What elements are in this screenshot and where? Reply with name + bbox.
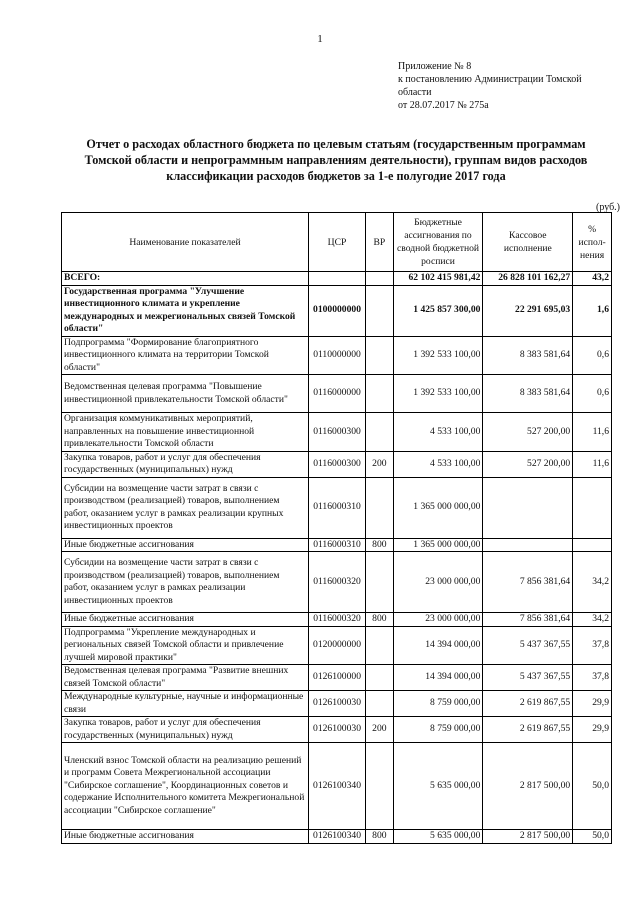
cell-csr: 0116000310 (308, 538, 365, 552)
cell-budget: 1 365 000 000,00 (393, 477, 483, 538)
table-row (62, 285, 612, 336)
cell-name: Государственная программа "Улучшение инвестиционного климата и укрепление международных и межрегиональных связей Томской области" (62, 285, 309, 336)
title-line: Отчет о расходах областного бюджета по целевым статьям (государственным программам (86, 137, 586, 151)
cell-percent: 43,2 (573, 272, 612, 286)
cell-cash: 7 856 381,64 (483, 552, 573, 613)
appendix-line: Приложение № 8 (398, 61, 472, 72)
cell-cash: 5 437 367,55 (483, 626, 573, 665)
appendix-line: к постановлению Администрации Томской (398, 74, 582, 85)
cell-cash: 26 828 101 162,27 (483, 272, 573, 286)
title-line: Томской области и непрограммным направлениям деятельности), группам видов расходов (84, 153, 588, 167)
cell-cash: 527 200,00 (483, 451, 573, 477)
cell-percent (573, 477, 612, 538)
header-cash: Кассовое исполнение (483, 213, 573, 272)
cell-vr: 800 (366, 830, 394, 844)
cell-budget: 5 635 000,00 (393, 830, 483, 844)
cell-cash: 8 383 581,64 (483, 375, 573, 413)
appendix-line: от 28.07.2017 № 275а (398, 100, 489, 111)
cell-vr (366, 665, 394, 691)
cell-name: Организация коммуникативных мероприятий, направленных на повышение инвестиционной привлекательности Томской области (62, 413, 309, 452)
cell-cash (483, 538, 573, 552)
cell-cash: 2 619 867,55 (483, 691, 573, 717)
cell-vr: 800 (366, 613, 394, 627)
cell-percent: 1,6 (573, 285, 612, 336)
cell-csr: 0116000300 (308, 413, 365, 452)
cell-percent: 11,6 (573, 451, 612, 477)
cell-name: Членский взнос Томской области на реализацию решений и программ Совета Межрегиональной ассоциации "Сибирское соглашение", Координационных советов и содержание Исполнительного комитета Межрегиональной ассоциации "Сибирское соглашение" (62, 743, 309, 830)
cell-cash (483, 477, 573, 538)
cell-cash: 5 437 367,55 (483, 665, 573, 691)
cell-vr (366, 691, 394, 717)
header-csr: ЦСР (308, 213, 365, 272)
table-row (62, 552, 612, 613)
cell-csr: 0116000300 (308, 451, 365, 477)
cell-csr: 0100000000 (308, 285, 365, 336)
table-row (62, 538, 612, 552)
expenses-table (61, 212, 612, 844)
cell-name: Закупка товаров, работ и услуг для обеспечения государственных (муниципальных) нужд (62, 717, 309, 743)
cell-name: Иные бюджетные ассигнования (62, 538, 309, 552)
cell-name: Ведомственная целевая программа "Повышение инвестиционной привлекательности Томской области" (62, 375, 309, 413)
cell-budget: 8 759 000,00 (393, 691, 483, 717)
cell-budget: 8 759 000,00 (393, 717, 483, 743)
cell-budget: 1 392 533 100,00 (393, 336, 483, 375)
cell-name: Подпрограмма "Формирование благоприятного инвестиционного климата на территории Томской области" (62, 336, 309, 375)
page-number: 1 (317, 33, 323, 45)
cell-percent: 50,0 (573, 743, 612, 830)
cell-cash: 2 619 867,55 (483, 717, 573, 743)
table-row (62, 477, 612, 538)
cell-percent: 29,9 (573, 691, 612, 717)
table-body (62, 272, 612, 844)
table-row (62, 830, 612, 844)
cell-cash: 7 856 381,64 (483, 613, 573, 627)
cell-budget: 5 635 000,00 (393, 743, 483, 830)
appendix-note (398, 60, 598, 112)
cell-name: Субсидии на возмещение части затрат в связи с производством (реализацией) товаров, выполнением работ, оказанием услуг в рамках реализации крупных инвестиционных проектов (62, 477, 309, 538)
cell-csr (308, 272, 365, 286)
cell-name: Ведомственная целевая программа "Развитие внешних связей Томской области" (62, 665, 309, 691)
cell-csr: 0110000000 (308, 336, 365, 375)
cell-vr (366, 375, 394, 413)
header-vr: ВР (366, 213, 394, 272)
cell-budget: 14 394 000,00 (393, 665, 483, 691)
cell-csr: 0120000000 (308, 626, 365, 665)
cell-vr (366, 336, 394, 375)
cell-csr: 0116000000 (308, 375, 365, 413)
cell-vr (366, 743, 394, 830)
cell-percent: 50,0 (573, 830, 612, 844)
cell-percent: 37,8 (573, 665, 612, 691)
table-row (62, 665, 612, 691)
table-row (62, 626, 612, 665)
cell-csr: 0126100030 (308, 691, 365, 717)
cell-vr (366, 477, 394, 538)
cell-budget: 1 392 533 100,00 (393, 375, 483, 413)
cell-name: Субсидии на возмещение части затрат в связи с производством (реализацией) товаров, выполнением работ, оказанием услуг в рамках реализации инвестиционных проектов (62, 552, 309, 613)
cell-csr: 0126100340 (308, 830, 365, 844)
cell-percent (573, 538, 612, 552)
table-row (62, 272, 612, 286)
cell-budget: 4 533 100,00 (393, 451, 483, 477)
cell-budget: 23 000 000,00 (393, 613, 483, 627)
cell-budget: 23 000 000,00 (393, 552, 483, 613)
cell-vr (366, 626, 394, 665)
table-row (62, 691, 612, 717)
cell-csr: 0126100000 (308, 665, 365, 691)
cell-name: Закупка товаров, работ и услуг для обеспечения государственных (муниципальных) нужд (62, 451, 309, 477)
cell-csr: 0126100340 (308, 743, 365, 830)
table-row (62, 413, 612, 452)
table-row (62, 717, 612, 743)
header-name: Наименование показателей (62, 213, 309, 272)
cell-csr: 0126100030 (308, 717, 365, 743)
cell-budget: 14 394 000,00 (393, 626, 483, 665)
cell-vr (366, 552, 394, 613)
cell-name: ВСЕГО: (62, 272, 309, 286)
cell-percent: 37,8 (573, 626, 612, 665)
cell-percent: 0,6 (573, 375, 612, 413)
unit-label: (руб.) (596, 202, 620, 213)
table-row (62, 613, 612, 627)
cell-name: Подпрограмма "Укрепление международных и региональных связей Томской области и привлечение лучшей мировой практики" (62, 626, 309, 665)
table-row (62, 375, 612, 413)
cell-vr: 800 (366, 538, 394, 552)
cell-vr: 200 (366, 451, 394, 477)
cell-cash: 8 383 581,64 (483, 336, 573, 375)
cell-budget: 1 365 000 000,00 (393, 538, 483, 552)
cell-percent: 34,2 (573, 552, 612, 613)
cell-percent: 0,6 (573, 336, 612, 375)
table-row (62, 451, 612, 477)
table-header-row (62, 213, 612, 272)
cell-vr (366, 285, 394, 336)
cell-name: Иные бюджетные ассигнования (62, 613, 309, 627)
cell-percent: 34,2 (573, 613, 612, 627)
cell-name: Иные бюджетные ассигнования (62, 830, 309, 844)
cell-cash: 2 817 500,00 (483, 830, 573, 844)
header-budget: Бюджетные ассигнования по сводной бюджетной росписи (393, 213, 483, 272)
cell-vr: 200 (366, 717, 394, 743)
cell-cash: 2 817 500,00 (483, 743, 573, 830)
report-title (58, 136, 614, 184)
cell-budget: 4 533 100,00 (393, 413, 483, 452)
cell-budget: 1 425 857 300,00 (393, 285, 483, 336)
cell-csr: 0116000320 (308, 552, 365, 613)
cell-vr (366, 413, 394, 452)
cell-name: Международные культурные, научные и информационные связи (62, 691, 309, 717)
cell-budget: 62 102 415 981,42 (393, 272, 483, 286)
cell-percent: 29,9 (573, 717, 612, 743)
cell-percent: 11,6 (573, 413, 612, 452)
cell-vr (366, 272, 394, 286)
cell-cash: 527 200,00 (483, 413, 573, 452)
cell-csr: 0116000310 (308, 477, 365, 538)
cell-cash: 22 291 695,03 (483, 285, 573, 336)
table-row (62, 743, 612, 830)
title-line: классификации расходов бюджетов за 1-е полугодие 2017 года (166, 169, 506, 183)
table-row (62, 336, 612, 375)
appendix-line: области (398, 87, 432, 98)
header-percent: % испол-нения (573, 213, 612, 272)
cell-csr: 0116000320 (308, 613, 365, 627)
